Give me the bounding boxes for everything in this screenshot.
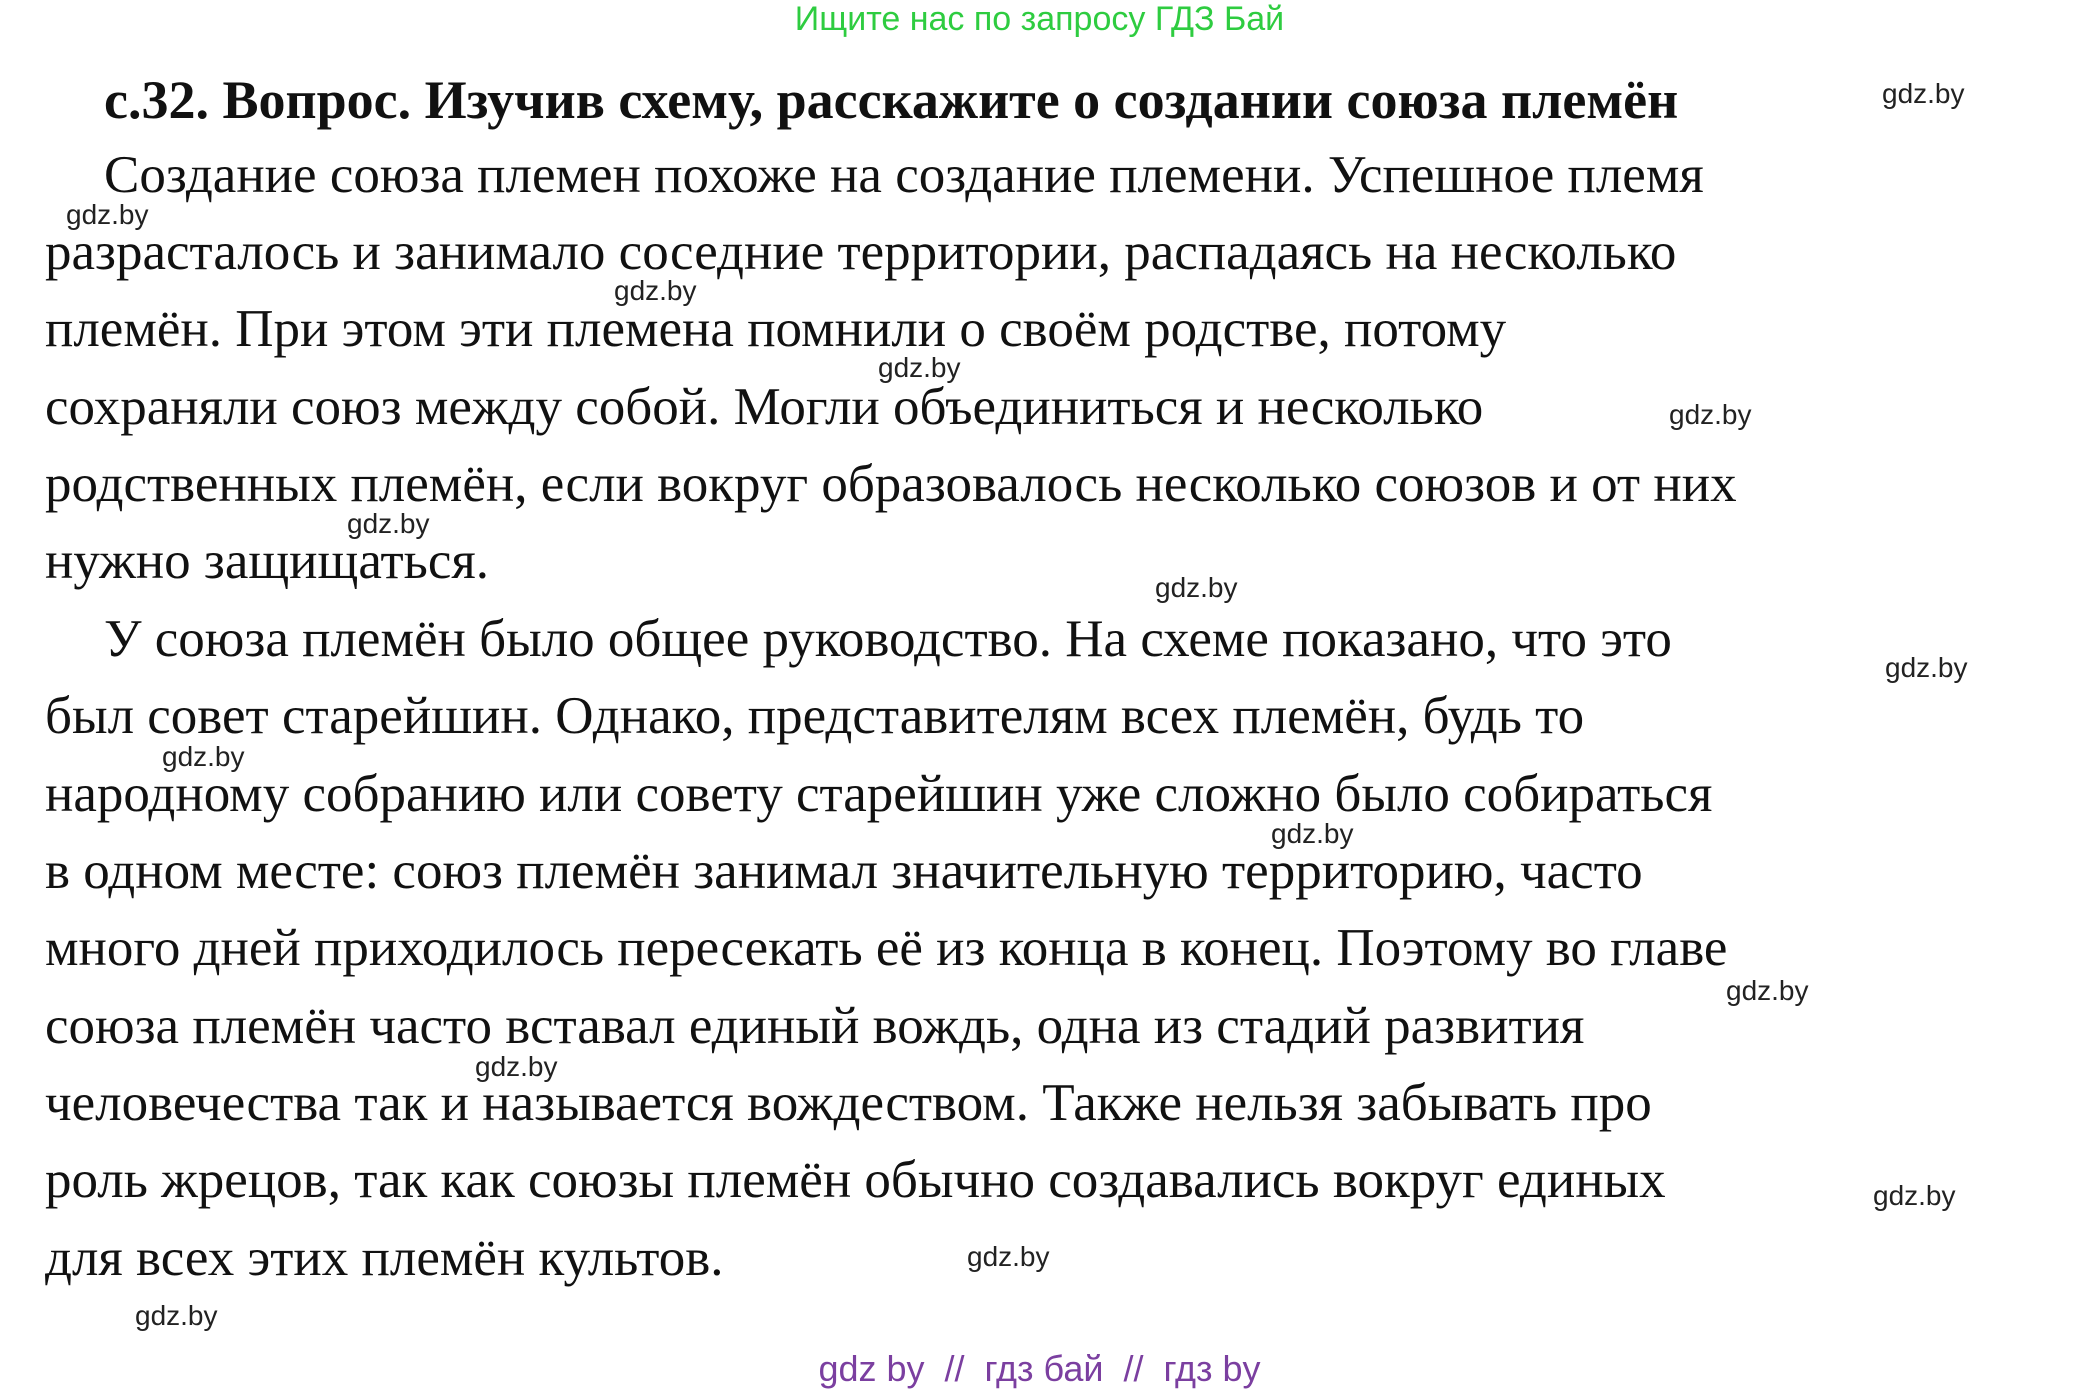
watermark: gdz.by	[1873, 1180, 1956, 1211]
paragraph-2-line: У союза племён было общее руководство. На схеме показано, что это	[104, 610, 1672, 668]
paragraph-1-line: племён. При этом эти племена помнили о своём родстве, потому	[45, 300, 1507, 358]
paragraph-2-line: союза племён часто вставал единый вождь, одна из стадий развития	[45, 997, 1585, 1055]
question-heading: с.32. Вопрос. Изучив схему, расскажите о создании союза племён	[104, 70, 1679, 130]
watermark: gdz.by	[967, 1241, 1050, 1272]
paragraph-2-line: для всех этих племён культов.	[45, 1229, 724, 1287]
watermark: gdz.by	[1726, 975, 1809, 1006]
paragraph-1-line: Создание союза племен похоже на создание племени. Успешное племя	[104, 146, 1704, 204]
paragraph-2-line: много дней приходилось пересекать её из конца в конец. Поэтому во главе	[45, 919, 1728, 977]
watermark: gdz.by	[1155, 572, 1238, 603]
watermark: gdz.by	[1271, 818, 1354, 849]
watermark: gdz.by	[1885, 652, 1968, 683]
watermark: gdz.by	[66, 199, 149, 230]
paragraph-2-line: роль жрецов, так как союзы племён обычно создавались вокруг единых	[45, 1151, 1666, 1209]
paragraph-2-line: человечества так и называется вождеством. Также нельзя забывать про	[45, 1074, 1652, 1132]
paragraph-1-line: родственных племён, если вокруг образовалось несколько союзов и от них	[45, 455, 1737, 513]
paragraph-2-line: в одном месте: союз племён занимал значительную территорию, часто	[45, 842, 1643, 900]
watermark: gdz.by	[1669, 399, 1752, 430]
paragraph-1-line: нужно защищаться.	[45, 532, 489, 590]
watermark: gdz.by	[135, 1300, 218, 1331]
watermark: gdz.by	[347, 508, 430, 539]
watermark: gdz.by	[475, 1051, 558, 1082]
watermark: gdz.by	[162, 741, 245, 772]
watermark: gdz.by	[614, 275, 697, 306]
paragraph-1-line: сохраняли союз между собой. Могли объединиться и несколько	[45, 378, 1484, 436]
search-hint-banner: Ищите нас по запросу ГДЗ Бай	[794, 0, 1285, 38]
paragraph-2-line: народному собранию или совету старейшин уже сложно было собираться	[45, 765, 1713, 823]
watermark: gdz.by	[1882, 78, 1965, 109]
paragraph-2-line: был совет старейшин. Однако, представителям всех племён, будь то	[45, 687, 1585, 745]
paragraph-1-line: разрасталось и занимало соседние территории, распадаясь на несколько	[45, 223, 1677, 281]
watermark: gdz.by	[878, 352, 961, 383]
footer-watermark: gdz by // гдз бай // гдз by	[818, 1348, 1261, 1389]
